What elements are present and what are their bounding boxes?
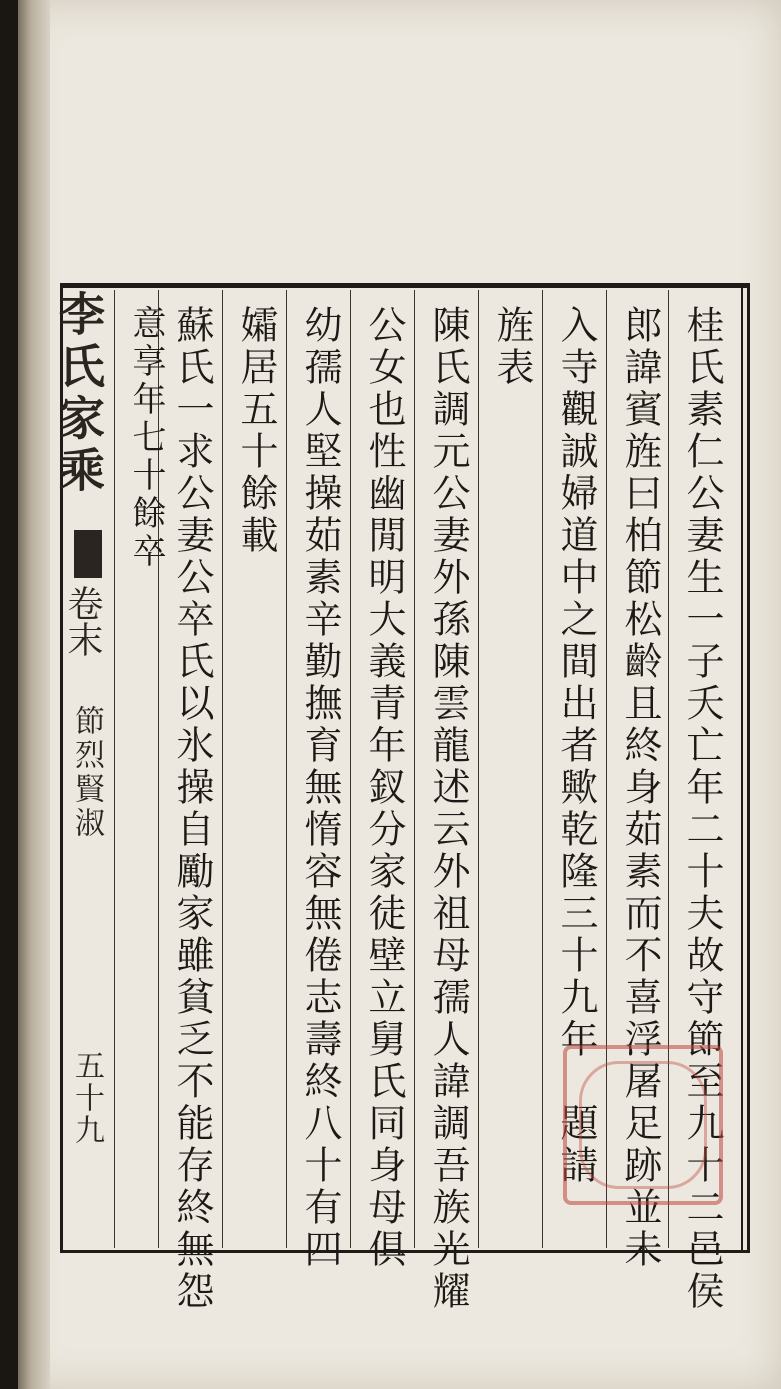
text-column-10: 意享年七十餘卒	[126, 305, 166, 571]
volume-label: 卷末	[62, 585, 103, 657]
book-spine	[18, 0, 50, 1389]
section-title: 節烈賢淑	[69, 705, 104, 841]
column-rule	[542, 290, 543, 1248]
text-column-4: 旌表	[490, 305, 534, 389]
column-rule	[350, 290, 351, 1248]
column-rule	[286, 290, 287, 1248]
column-rule	[114, 290, 115, 1248]
text-column-7: 幼孺人堅操茹素辛勤撫育無惰容無倦志壽終八十有四	[298, 305, 342, 1271]
book-title: 李氏家乘	[52, 290, 106, 498]
column-rule	[414, 290, 415, 1248]
text-column-6: 公女也性幽閒明大義青年釵分家徒壁立舅氏同身母俱	[362, 305, 406, 1271]
text-column-1: 桂氏素仁公妻生一子夭亡年二十夫故守節至九十二邑侯	[680, 305, 724, 1313]
text-column-9: 蘇氏一求公妻公卒氏以氷操自勵家雖貧乏不能存終無怨	[170, 305, 214, 1313]
text-column-3: 入寺觀誠婦道中之間出者歟乾隆三十九年 題請	[554, 305, 598, 1187]
red-seal-stamp	[563, 1045, 723, 1205]
text-column-8: 孀居五十餘載	[234, 305, 278, 557]
column-rule	[222, 290, 223, 1248]
book-page	[18, 0, 781, 1389]
text-column-2: 郎諱賓旌曰柏節松齡且終身茹素而不喜浮屠足跡並未	[618, 305, 662, 1271]
page-number: 五十九	[69, 1050, 104, 1146]
fish-tail-mark	[74, 530, 102, 578]
text-column-5: 陳氏調元公妻外孫陳雲龍述云外祖母孺人諱調吾族光耀	[426, 305, 470, 1313]
column-rule	[478, 290, 479, 1248]
